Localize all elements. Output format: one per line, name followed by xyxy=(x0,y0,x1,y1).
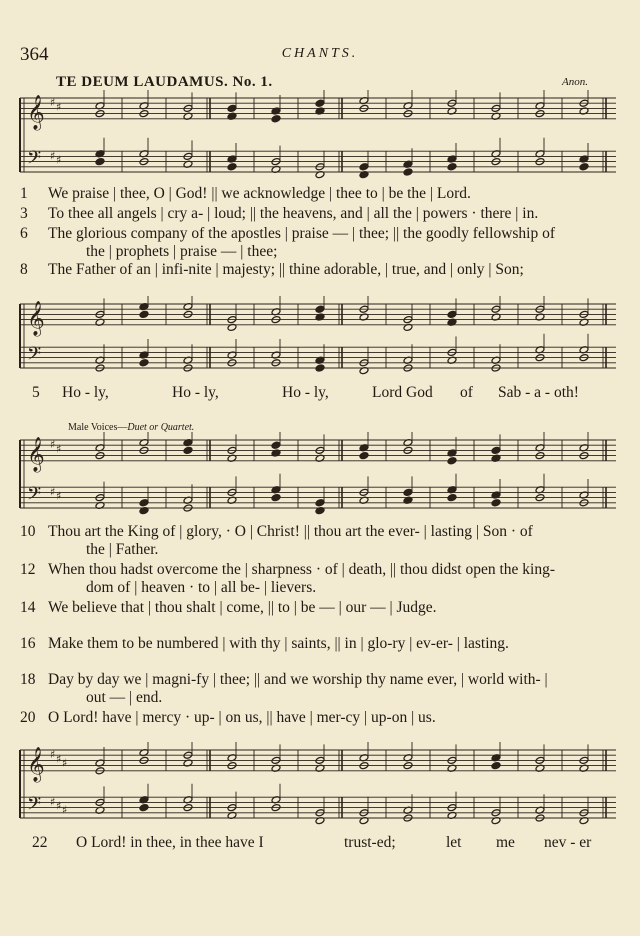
lyric-word: me xyxy=(496,834,515,851)
verse-18-continued: out — | end. xyxy=(86,689,163,706)
verse-1: 1 We praise | thee, O | God! || we acknowledge | thee to | be the | Lord. xyxy=(20,185,471,202)
svg-text:𝄢: 𝄢 xyxy=(27,793,42,819)
lyric-word: of xyxy=(460,384,473,401)
lyric-word: Sab - a - oth! xyxy=(498,384,579,401)
svg-text:𝄞: 𝄞 xyxy=(27,300,45,336)
svg-text:♯: ♯ xyxy=(50,748,56,762)
svg-text:♯: ♯ xyxy=(50,438,56,452)
lyric-word: O Lord! in thee, in thee have I xyxy=(76,834,264,851)
verse-10: 10 Thou art the King of | glory, · O | Christ! || thou art the ever- | lasting | Son · of xyxy=(20,523,533,540)
composer: Anon. xyxy=(562,76,588,88)
svg-text:♯: ♯ xyxy=(50,485,56,499)
verse-14: 14 We believe that | thou shalt | come, || to | be — | our — | Judge. xyxy=(20,599,437,616)
lyric-word: Ho - ly, xyxy=(172,384,219,401)
svg-text:𝄢: 𝄢 xyxy=(27,483,42,509)
svg-text:𝄞: 𝄞 xyxy=(27,436,45,472)
lyric-number: 22 xyxy=(32,834,48,851)
verse-12-continued: dom of | heaven · to | all be- | lievers. xyxy=(86,579,317,596)
verse-10-continued: the | Father. xyxy=(86,541,159,558)
score-staff xyxy=(18,742,620,826)
running-title: CHANTS. xyxy=(281,46,359,61)
music-system-4 xyxy=(18,742,620,826)
verse-6: 6 The glorious company of the apostles | praise — | thee; || the goodly fellowship of xyxy=(20,225,556,242)
svg-text:𝄞: 𝄞 xyxy=(27,94,45,130)
lyric-word: Ho - ly, xyxy=(282,384,329,401)
lyric-word: Ho - ly, xyxy=(62,384,109,401)
verse-18: 18 Day by day we | magni-fy | thee; || and we worship thy name ever, | world with- | xyxy=(20,671,548,688)
score-staff xyxy=(18,90,620,180)
svg-text:♯: ♯ xyxy=(56,752,62,766)
svg-text:𝄢: 𝄢 xyxy=(27,343,42,369)
svg-text:𝄞: 𝄞 xyxy=(27,746,45,782)
verse-6-continued: the | prophets | praise — | thee; xyxy=(86,243,278,260)
svg-text:♯: ♯ xyxy=(56,799,62,813)
svg-text:♯: ♯ xyxy=(56,100,62,114)
chant-title: TE DEUM LAUDAMUS. No. 1. xyxy=(56,74,273,90)
lyric-word: nev - er xyxy=(544,834,592,851)
verse-20: 20 O Lord! have | mercy · up- | on us, || have | mer-cy | up-on | us. xyxy=(20,709,436,726)
lyric-word: Lord God xyxy=(372,384,433,401)
verse-12: 12 When thou hadst overcome the | sharpness · of | death, || thou didst open the king- xyxy=(20,561,556,578)
voices-label: Male Voices—Duet or Quartet. xyxy=(68,422,195,433)
lyric-word: let xyxy=(446,834,462,851)
svg-text:♯: ♯ xyxy=(62,756,68,770)
svg-text:♯: ♯ xyxy=(56,153,62,167)
music-system-2 xyxy=(18,296,620,376)
svg-text:♯: ♯ xyxy=(62,803,68,817)
score-staff xyxy=(18,296,620,376)
verse-3: 3 To thee all angels | cry a- | loud; || the heavens, and | all the | powers · there | in. xyxy=(20,205,539,222)
page-number: 364 xyxy=(20,44,49,65)
svg-text:♯: ♯ xyxy=(56,442,62,456)
svg-text:♯: ♯ xyxy=(50,149,56,163)
score-staff xyxy=(18,432,620,516)
verse-16: 16 Make them to be numbered | with thy | saints, || in | glo-ry | ev-er- | lasting. xyxy=(20,635,509,652)
svg-text:𝄢: 𝄢 xyxy=(27,147,42,173)
music-system-3 xyxy=(18,432,620,516)
svg-text:♯: ♯ xyxy=(50,795,56,809)
svg-text:♯: ♯ xyxy=(56,489,62,503)
music-system-1 xyxy=(18,90,620,180)
verse-8: 8 The Father of an | infi-nite | majesty; || thine adorable, | true, and | only | Son; xyxy=(20,261,524,278)
svg-text:♯: ♯ xyxy=(50,96,56,110)
lyric-number: 5 xyxy=(32,384,40,401)
lyric-word: trust-ed; xyxy=(344,834,396,851)
